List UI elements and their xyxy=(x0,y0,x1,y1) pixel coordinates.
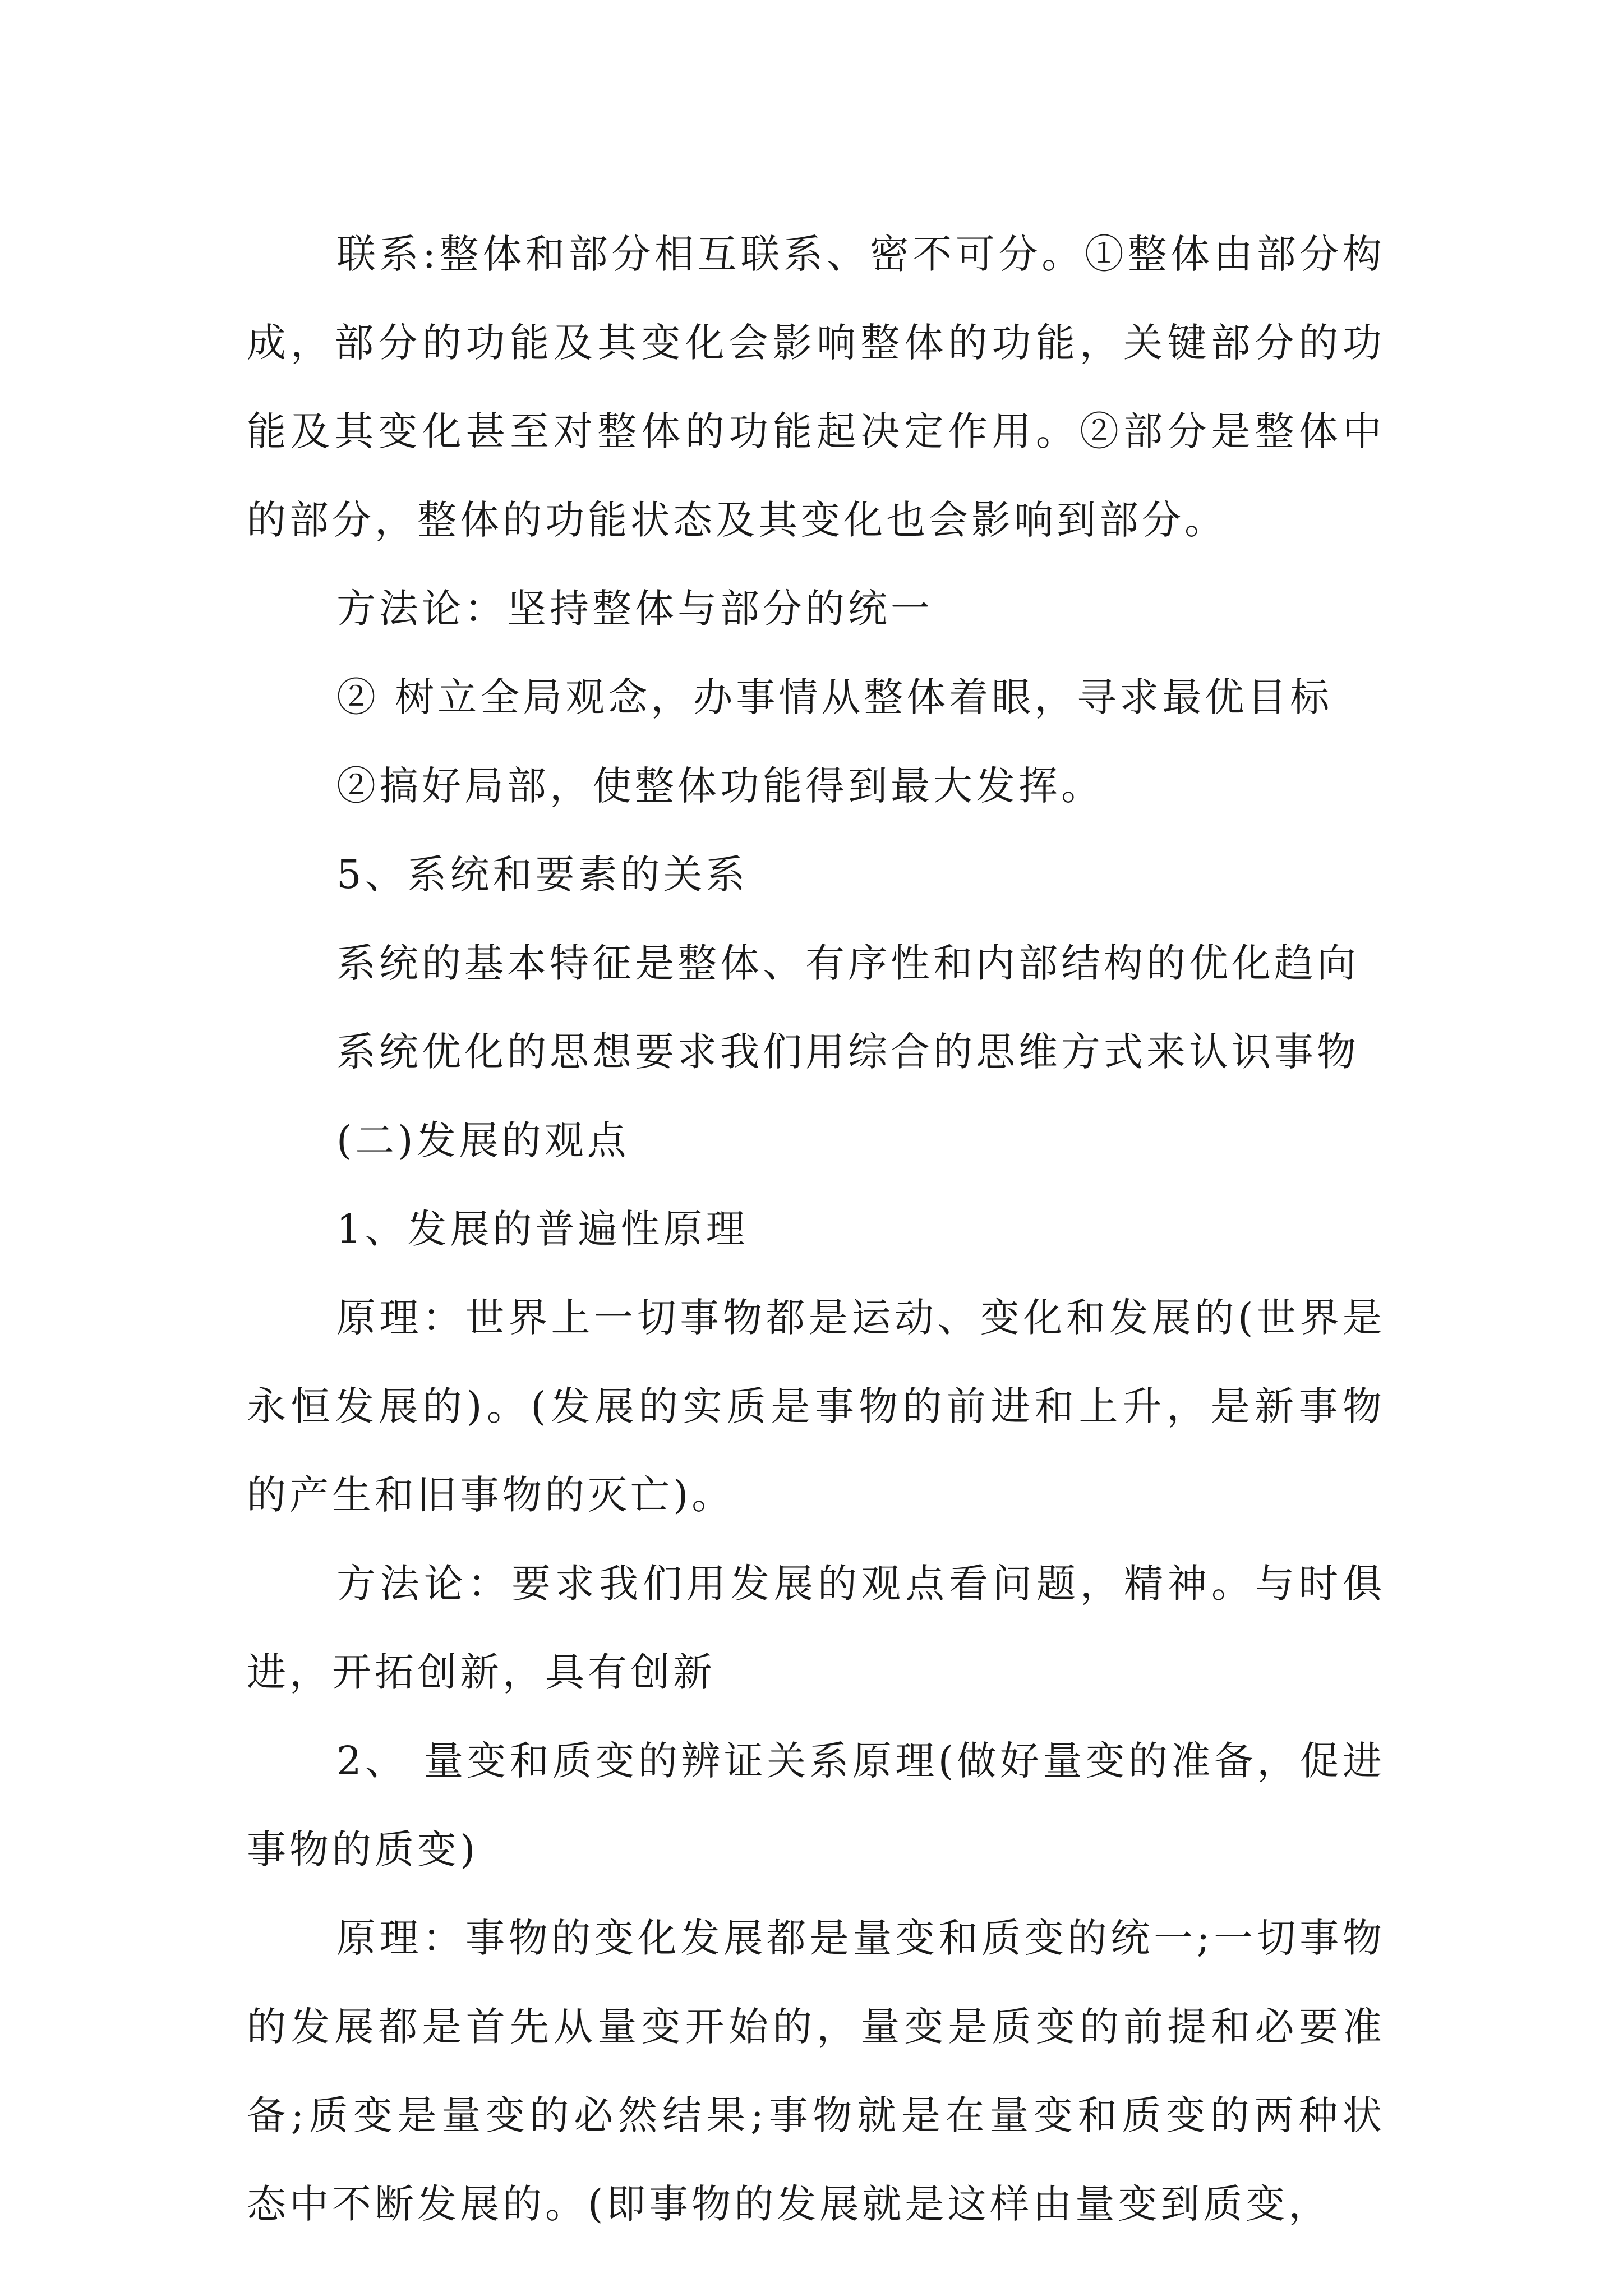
heading-universality-principle: 1、发展的普遍性原理 xyxy=(336,1206,749,1252)
paragraph-whole-part-relation: 联系:整体和部分相互联系、密不可分。①整体由部分构成，部分的功能及其变化会影响整体的功能，关键部分的功能及其变化甚至对整体的功能起决定作用。②部分是整体中的部分，整体的功能状态及其变化也会影响到部分。 xyxy=(247,231,1385,543)
paragraph-global-view: ② 树立全局观念，办事情从整体着眼，寻求最优目标 xyxy=(336,674,1333,720)
paragraph-system-optimization: 系统优化的思想要求我们用综合的思维方式来认识事物 xyxy=(336,1029,1359,1075)
paragraph-system-features: 系统的基本特征是整体、有序性和内部结构的优化趋向 xyxy=(336,940,1359,986)
paragraph-local-parts: ②搞好局部，使整体功能得到最大发挥。 xyxy=(336,763,1104,809)
paragraph-universality-principle: 原理：世界上一切事物都是运动、变化和发展的(世界是永恒发展的)。(发展的实质是事物的前进和上升，是新事物的产生和旧事物的灭亡)。 xyxy=(247,1295,1385,1518)
paragraph-methodology-whole-part: 方法论：坚持整体与部分的统一 xyxy=(336,586,933,632)
paragraph-development-methodology: 方法论：要求我们用发展的观点看问题，精神。与时俱进，开拓创新，具有创新 xyxy=(247,1561,1385,1695)
heading-development-view: (二)发展的观点 xyxy=(336,1117,630,1163)
heading-quantity-quality: 2、 量变和质变的辨证关系原理(做好量变的准备，促进事物的质变) xyxy=(247,1738,1385,1872)
document-body xyxy=(247,210,1385,2248)
paragraph-quantity-quality-principle: 原理：事物的变化发展都是量变和质变的统一;一切事物的发展都是首先从量变开始的，量变是质变的前提和必要准备;质变是量变的必然结果;事物就是在量变和质变的两种状态中不断发展的。(即事物的发展就是这样由量变到质变， xyxy=(247,1915,1385,2227)
heading-system-elements: 5、系统和要素的关系 xyxy=(336,852,749,898)
